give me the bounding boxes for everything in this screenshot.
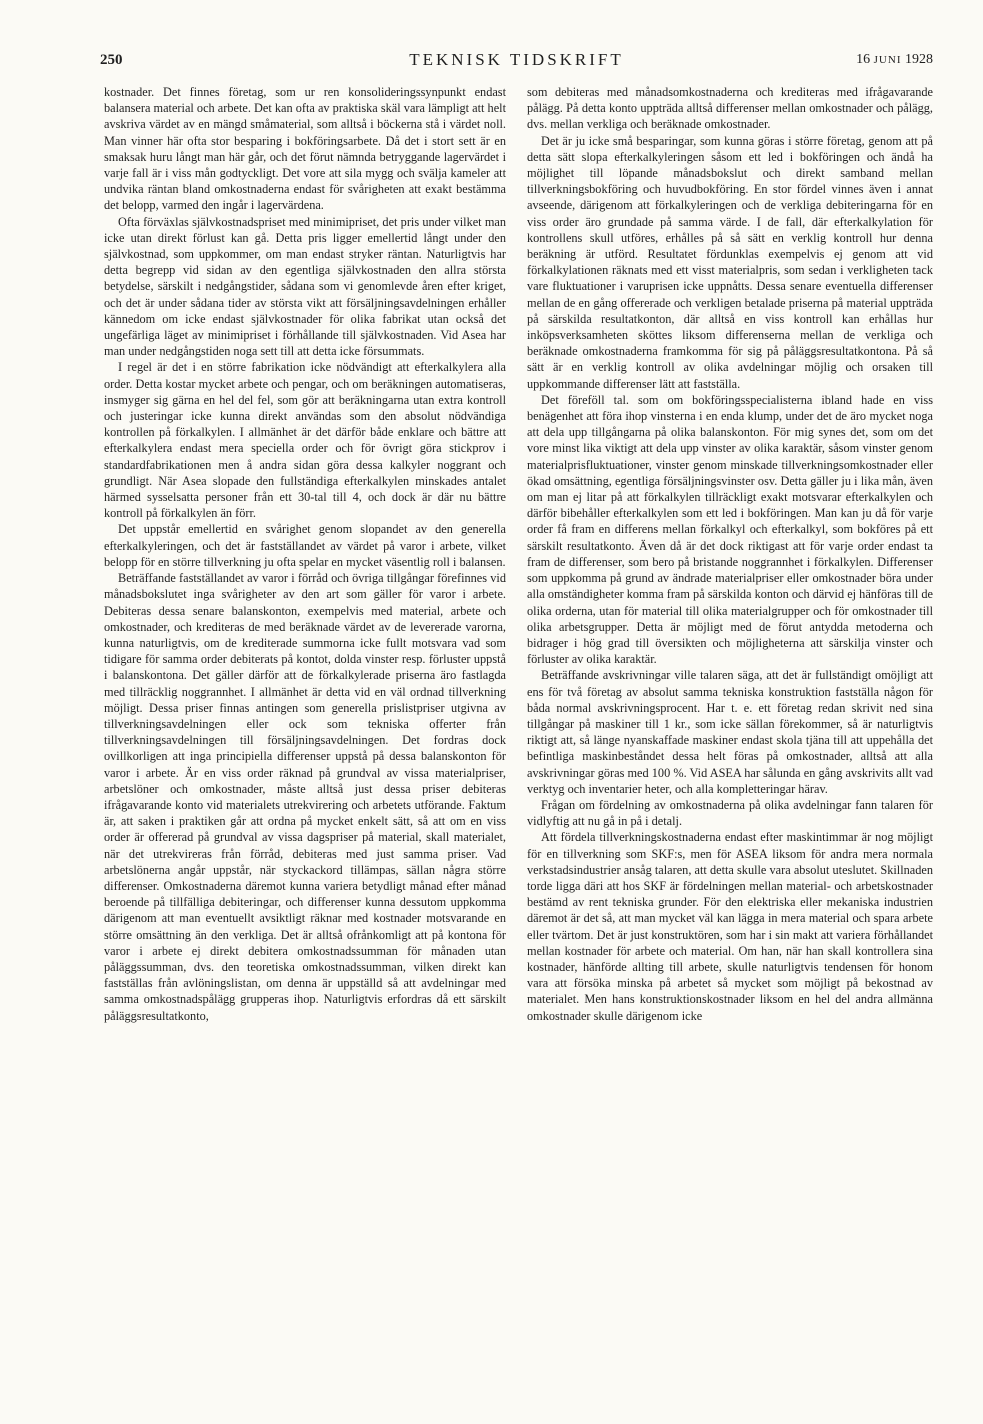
issue-year: 1928 [905,52,933,67]
page-number: 250 [100,52,123,68]
paragraph: som debiteras med månadsomkostnaderna och krediteras med ifrågavarande pålägg. På detta konto uppträda alltså differenser mellan omkostnader och pålägg, dvs. mellan verkliga och beräknade omkostnader. [527,85,933,132]
paragraph: I regel är det i en större fabrikation icke nödvändigt att efterkalkylera alla order. Detta kostar mycket arbete och pengar, och om beräkningen automatiseras, insmyger sig gärna en hel del fel, som gör att beräkningarna utan extra kontroll och justeringar icke kunna direkt användas som den absolut nödvändiga kontrollen på förkalkylen. I allmänhet är det därför både enklare och bättre att efterkalkylera endast mera speciella order och för övrigt göra stickprov i standardfabrikationen men å andra sidan göra dessa kalkyler noggrant och grundligt. När Asea slopade den fullständiga efterkalkylen minskades antalet härmed sysselsatta personer från ett 30-tal till 4, och dock är där nu bättre kontroll på förkalkylen än förr. [104,360,506,521]
left-column [104,84,506,1024]
paragraph: Beträffande avskrivningar ville talaren säga, att det är fullständigt omöjligt att ens för två företag av absolut samma tekniska konstruktion fastställa någon för båda normal avskrivningsprocent. Har t. e. ett företag redan skrivit ned sina tillgångar på maskiner till 1 kr., som icke sällan förekommer, så är naturligtvis riktigt att, så länge nyanskaffade maskiner endast skola tjäna till att uppehålla det befintliga maskinbeståndet dessa helt föras på omkostnader, alltså att alla avskrivningar göras med 100 %. Vid ASEA har sålunda en gång avskrivits allt vad verktyg och inventarier heter, och alla kompletteringar härav. [527,668,933,796]
issue-day: 16 [856,52,871,67]
paragraph: Det uppstår emellertid en svårighet genom slopandet av den generella efterkalkyleringen, och det är fastställandet av värdet på varor i arbete, vilket belopp för en större tillverkning ju ofta spelar en mycket väsentlig roll i balansen. [104,522,506,569]
paragraph: Ofta förväxlas självkostnadspriset med minimipriset, det pris under vilket man icke utan direkt förlust kan gå. Detta pris ligger emellertid långt under den självkostnad, som uppkommer, om man endast stryker räntan. Naturligtvis har detta begrepp vid sidan av den egentliga självkostnaden den allra största betydelse, särskilt i nedgångstider, sådana som vi genomlevde åren efter kriget, och det är under sådana tider av största vikt att försäljningsavdelningen erhåller kännedom om icke endast självkostnader för olika fabrikat utan också det ungefärliga läget av minimipriset i förhållande till självkostnaden. Vid Asea har man under nedgångstiden noga sett till att detta icke försummats. [104,214,506,359]
paragraph: kostnader. Det finnes företag, som ur ren konsolideringssynpunkt endast balansera material och arbete. Det kan ofta av praktiska skäl vara lämpligt att helt avskriva värdet av en mängd småmaterial, som alltså i böckerna stå i värdet noll. Man vinner här ofta stor besparing i bokföringsarbete. Då det i stort sett är en smaksak huru långt man här går, och det förut nämnda betryggande lagervärdet i varje fall är i viss mån godtyckligt. Det vore att sila mygg och svälja kameler att undvika räntan bland omkostnaderna endast för svårigheten att exakt bestämma det belopp, varmed den ingår i lagervärdena. [104,85,506,213]
paragraph: Att fördela tillverkningskostnaderna endast efter maskintimmar är nog möjligt för en tillverkning som SKF:s, men för ASEA liksom för andra mera normala verkstadsindustrier ansåg talaren, att detta skulle vara absolut uteslutet. Skillnaden torde ligga däri att hos SKF är fördelningen mellan material- och arbetskostnader bestämd av rent tekniska grunder. För den elektriska eller mekaniska industrien däremot är det så, att man mycket väl kan lägga in mera material och spara arbete eller tvärtom. Det är just konstruktören, som har i sin makt att variera förhållandet mellan kostnader för arbete och material. Om han, när han skall kontrollera sina kostnader, hänförde allting till arbete, skulle naturligtvis tendensen för honom vara att försöka minska på arbetet så mycket som möjligt på bekostnad av materialet. Men hans konstruktionskostnader liksom en hel del andra allmänna omkostnader skulle därigenom icke [527,830,933,1023]
paragraph: Frågan om fördelning av omkostnaderna på olika avdelningar fann talaren för vidlyftig att nu gå in på i detalj. [527,797,933,829]
issue-date [856,52,933,68]
paragraph: Beträffande fastställandet av varor i förråd och övriga tillgångar förefinnes vid månadsbokslutet inga svårigheter av den art som gäller för varor i arbete. Debiteras dessa senare balanskonton, exempelvis med material, arbete och omkostnader, och krediteras de med beräknade värdet av de levererade varorna, kunna naturligtvis, om de krediterade summorna icke fullt motsvara vad som tidigare för samma order debiterats på kontot, dolda vinster resp. förluster uppstå i balanskontona. Det gäller därför att de förkalkylerade priserna äro fastlagda med tillräcklig noggrannhet. I allmänhet är detta vid en väl ordnad tillverkning möjligt. Dessa priser finnas antingen som generella prislistpriser utgivna av tillverkningsavdelningen eller ock som tekniska offerter från tillverkningsavdelningen till försäljningsavdelningen. Det fordras dock ovillkorligen att inga principiella differenser uppstå på dessa balanskonton för varor i arbete. Är en viss order räknad på grundval av vissa materialpriser, arbetslöner och omkostnader, måste alltså just dessa priser debiteras ifrågavarande konto vid materialets utrekvirering och arbetets utförande. Faktum är, att saken i praktiken går att ordna på mycket enkelt sätt, så att om en viss order är offererad på grundval av vissa dagspriser på material, skall materialet, när det utrekvireras från förråd, debiteras med just samma priser. Vad arbetslönerna angår uppstår, när styckackord tillämpas, sällan några större differenser. Omkostnaderna däremot kunna variera betydligt månad efter månad beroende på tillfälliga debiteringar, och differenser kunna dessutom uppkomma därigenom att man eventuellt avsiktligt räknar med kostnader motsvarande en större omsättning än den verkliga. Det är alltså ofrånkomligt att på kontona för varor i arbete ej direkt debitera omkostnadssumman för månaden utan påläggssumman, dvs. den teoretiska omkostnadssumman, vilken direkt kan fastställas från avlöningslistan, om denna är uppställd så att avdelningar med samma omkostnadspålägg grupperas ihop. Naturligtvis erfordras då ett särskilt påläggsresultatkonto, [104,571,506,1023]
page-header [100,48,933,72]
right-column [527,84,933,1024]
issue-month: JUNI [873,54,902,66]
paragraph: Det föreföll tal. som om bokföringsspecialisterna ibland hade en viss benägenhet att föra ihop vinsterna i en enda klump, under det de äro mycket noga att dela upp tillgångarna på olika balanskonton. För mig synes det, som om det vore minst lika viktigt att dela upp vinster av olika karaktär, såsom vinster genom materialprisfluktuationer, vinster genom minskade tillverkningsomkostnader eller ökad omsättning, egentliga försäljningsvinster osv. Detta gäller ju i lika mån, även om man ej litar på att förkalkylen tillräckligt exakt motsvarar efterkalkylen och därför bibehåller efterkalkylen som ett led i bokföringen. Man kan ju då för varje order få fram en differens mellan förkalkyl och efterkalkyl, som bokföres på ett särskilt resultatkonto. Även då är det dock riktigast att för varje order endast ta fram de differenser, som bero på bristande noggrannhet i förkalkylen. Differenser som uppkomma på grund av ändrade materialpriser eller omkostnader böra under alla omständigheter komma fram på särskilda konton och därvid ej hänföras till de olika orderna, utan för material till olika materialgrupper och för omkostnader till olika arbetsgrupper. Detta är möjligt med de förut antydda metoderna och bidrager i hög grad till översikten och möjligheterna att särskilja vinster och förluster av olika karaktär. [527,392,933,667]
paragraph: Det är ju icke små besparingar, som kunna göras i större företag, genom att på detta sätt slopa efterkalkyleringen såsom ett led i bokföringen och ändå ha möjlighet till löpande månadsbokslut och direkt samband mellan tillverkningsbokföring och huvudbokföring. En stor fördel vinnes även i annat avseende, därigenom att förkalkyleringen och de verkliga debiteringarna för en viss order äro grundade på samma värde. I de fall, där efterkalkylation för kontrollens skull utföres, erhålles på så sätt en verklig kontroll hur denna beräkning är utförd. Resultatet fördunklas exempelvis ej genom att vid förkalkylationen räknats med ett visst materialpris, som sedan i verkligheten tack vare fluktuationer i varuprisen icke uppnåtts. Dessa senare eventuella differenser mellan de en gång offererade och verkligen betalade priserna på material uppträda på särskilda resultatkonton, där alltså en viss kontroll kan erhållas hur inköpsverksamheten sköttes liksom differenserna mellan de verkliga och beräknade omkostnaderna framkomma för sig på påläggsresultatkontona. På så sätt är en verklig kontroll av olika avdelningar möjlig och orsaken till uppkommande differenser lätt att fastställa. [527,133,933,391]
journal-title: TEKNISK TIDSKRIFT [409,50,624,69]
